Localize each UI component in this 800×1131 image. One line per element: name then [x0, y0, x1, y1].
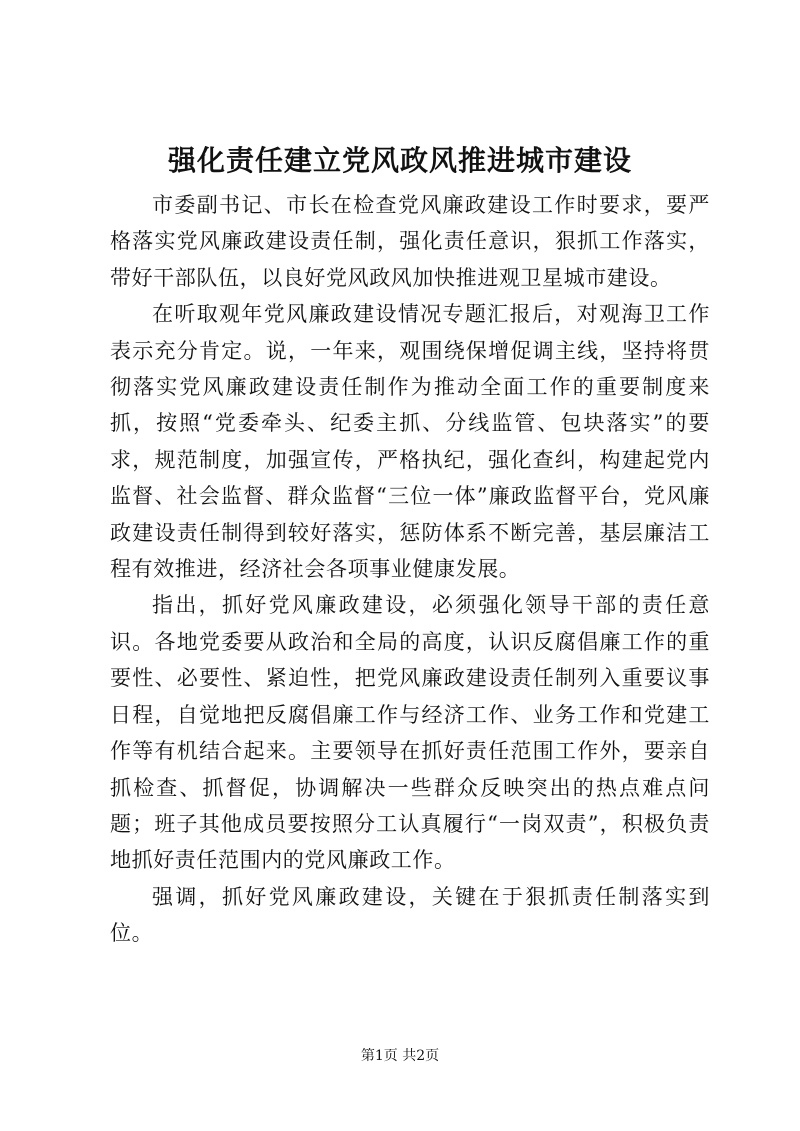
document-title: 强化责任建立党风政风推进城市建设 — [167, 144, 632, 177]
paragraph: 强调，抓好党风廉政建设，关键在于狠抓责任制落实到位。 — [110, 884, 710, 946]
paragraph: 指出，抓好党风廉政建设，必须强化领导干部的责任意识。各地党委要从政治和全局的高度，认识反腐倡廉工作的重要性、必要性、紧迫性，把党风廉政建设责任制列入重要议事日程，自觉地把反腐倡廉工作与经济工作、业务工作和党建工作等有机结合起来。主要领导在抓好责任范围工作外，要亲自抓检查、抓督促，协调解决一些群众反映突出的热点难点问题；班子其他成员要按照分工认真履行“一岗双责”，积极负责地抓好责任范围内的党风廉政工作。 — [110, 593, 710, 873]
paragraph: 市委副书记、市长在检查党风廉政建设工作时要求，要严格落实党风廉政建设责任制，强化责任意识，狠抓工作落实，带好干部队伍，以良好党风政风加快推进观卫星城市建设。 — [110, 193, 710, 290]
page-number-footer: 第1页 共2页 — [360, 1048, 440, 1064]
paragraph: 在听取观年党风廉政建设情况专题汇报后，对观海卫工作表示充分肯定。说，一年来，观围绕保增促调主线，坚持将贯彻落实党风廉政建设责任制作为推动全面工作的重要制度来抓，按照“党委牵头、纪委主抓、分线监管、包块落实”的要求，规范制度，加强宣传，严格执纪，强化查纠，构建起党内监督、社会监督、群众监督“三位一体”廉政监督平台，党风廉政建设责任制得到较好落实，惩防体系不断完善，基层廉洁工程有效推进，经济社会各项事业健康发展。 — [110, 302, 710, 582]
document-body — [110, 187, 710, 952]
